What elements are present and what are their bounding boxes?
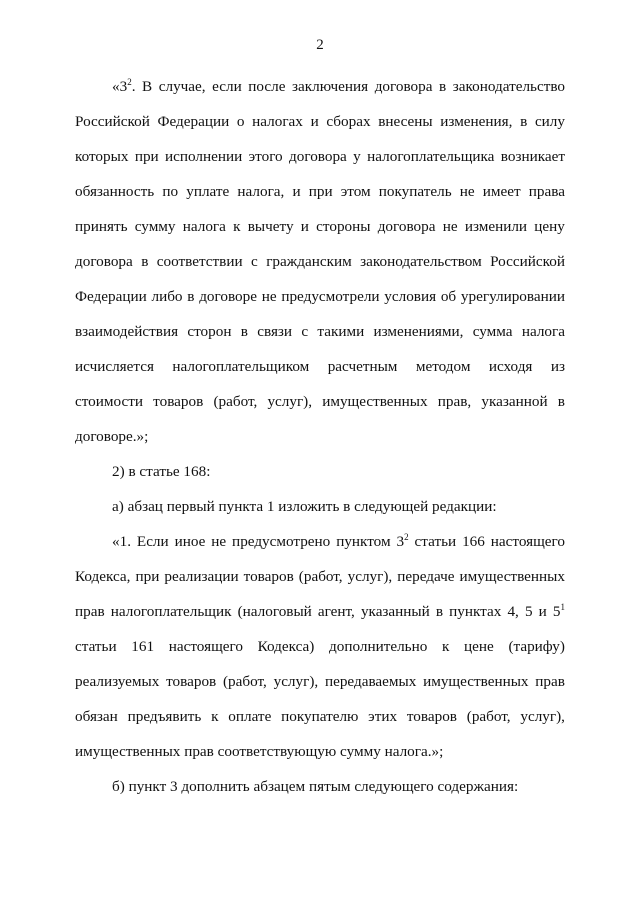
word: изменениями,	[373, 323, 464, 340]
superscript: 1	[560, 602, 565, 612]
word: не	[261, 288, 277, 305]
word: налога,	[237, 183, 285, 200]
word: либо	[151, 288, 183, 305]
word: с	[301, 323, 309, 340]
word: сторон	[187, 323, 232, 340]
word: из	[550, 358, 565, 375]
word: прав,	[437, 393, 472, 410]
word: об	[440, 288, 457, 305]
word: товаров	[243, 568, 294, 585]
word: не	[459, 183, 475, 200]
word: Российской	[75, 113, 150, 130]
word: Кодекса)	[257, 638, 315, 655]
word: договора	[289, 148, 347, 165]
word: этих	[368, 708, 398, 725]
word: реализуемых	[75, 673, 160, 690]
paragraph-2-line-6	[75, 708, 565, 726]
word: (работ,	[213, 393, 258, 410]
paragraph-1-line-5	[75, 218, 565, 236]
paragraph-2-line-1-text: «1. Если иное не предусмотрено пунктом $3^2$ статьи 166 настоящего	[112, 532, 565, 550]
word: законодательством	[360, 253, 482, 270]
word: стороны	[316, 218, 371, 235]
word: такими	[317, 323, 365, 340]
word: обязан	[75, 708, 118, 725]
word: услуг),	[347, 568, 393, 585]
word: передаче	[397, 568, 455, 585]
word: обязанность	[75, 183, 155, 200]
word: права	[528, 183, 565, 200]
paragraph-2-line-3-text: прав налогоплательщик (налоговый агент, указанный в пунктах 4, 5 и $5^1$	[75, 602, 565, 620]
word: к	[441, 638, 450, 655]
paragraph-1-line-10	[75, 393, 565, 411]
word: соответствии	[156, 253, 243, 270]
word: в	[187, 288, 195, 305]
word: налогоплательщика	[367, 148, 495, 165]
word: методом	[415, 358, 471, 375]
word: Российской	[490, 253, 565, 270]
word: товаров	[406, 708, 457, 725]
word: по	[162, 183, 179, 200]
word: внесены	[378, 113, 433, 130]
word: Кодекса,	[75, 568, 131, 585]
word: в	[557, 393, 565, 410]
word: услуг),	[273, 673, 319, 690]
word: возникает	[500, 148, 565, 165]
word: этом	[340, 183, 371, 200]
word: взаимодействия	[75, 323, 179, 340]
paragraph-2-line-5	[75, 673, 565, 691]
word: условия	[384, 288, 437, 305]
word: к	[211, 708, 219, 725]
word: и	[292, 183, 301, 200]
word: изменения,	[440, 113, 513, 130]
paragraph-2-line-4	[75, 638, 565, 656]
word: исполнении	[165, 148, 243, 165]
word: налога	[182, 218, 226, 235]
paragraph-1-line-11: договоре.»;	[75, 428, 149, 445]
word: к	[233, 218, 241, 235]
word: сумму	[134, 218, 176, 235]
word: имущественных	[423, 673, 529, 690]
word: расчетным	[327, 358, 398, 375]
word: уплате	[186, 183, 230, 200]
word: связи	[257, 323, 293, 340]
word: в	[240, 323, 248, 340]
word: (работ,	[298, 568, 343, 585]
paragraph-1-line-2	[75, 113, 565, 131]
word: и	[310, 113, 319, 130]
word: при	[134, 148, 159, 165]
word: цене	[464, 638, 494, 655]
word: статьи	[75, 638, 117, 655]
word: силу	[534, 113, 565, 130]
word: настоящего	[168, 638, 243, 655]
paragraph-1-line-8	[75, 323, 565, 341]
page-number: 2	[316, 37, 324, 53]
paragraph-1-line-6	[75, 253, 565, 271]
word: налога	[521, 323, 565, 340]
word: покупатель	[378, 183, 452, 200]
item-a: а) абзац первый пункта 1 изложить в следующей редакции:	[112, 498, 497, 515]
word: и	[300, 218, 309, 235]
word: 161	[131, 638, 155, 655]
paragraph-1-line-9	[75, 358, 565, 376]
word: Федерации	[157, 113, 230, 130]
word: при	[135, 568, 160, 585]
paragraph-1-line-3	[75, 148, 565, 166]
item-2: 2) в статье 168:	[112, 463, 211, 480]
word: договора	[75, 253, 133, 270]
paragraph-1-line-4	[75, 183, 565, 201]
word: услуг),	[520, 708, 565, 725]
word: имущественных	[459, 568, 565, 585]
word: дополнительно	[329, 638, 428, 655]
word: исчисляется	[75, 358, 154, 375]
word: договора	[377, 218, 436, 235]
word: прав	[535, 673, 565, 690]
paragraph-1-line-7	[75, 288, 565, 306]
word: договоре	[199, 288, 257, 305]
word: товаров	[153, 393, 204, 410]
word: имущественных	[322, 393, 428, 410]
superscript: 2	[404, 532, 409, 542]
paragraph-2-line-2	[75, 568, 565, 586]
paragraph-2-line-3	[75, 603, 565, 621]
word: с	[251, 253, 258, 270]
word: урегулировании	[460, 288, 565, 305]
paragraph-2-line-7: имущественных прав соответствующую сумму налога.»;	[75, 743, 444, 760]
paragraph-1-line-1	[112, 78, 565, 96]
word: изменили	[464, 218, 528, 235]
word: покупателю	[281, 708, 359, 725]
word: предъявить	[127, 708, 202, 725]
word: реализации	[164, 568, 239, 585]
word: гражданским	[266, 253, 352, 270]
word: товаров	[166, 673, 217, 690]
word: исходя	[488, 358, 533, 375]
word: цену	[534, 218, 565, 235]
item-b: б) пункт 3 дополнить абзацем пятым следующего содержания:	[112, 778, 519, 795]
word: имеет	[482, 183, 521, 200]
word: сумма	[472, 323, 513, 340]
word: этого	[248, 148, 283, 165]
word: (тарифу)	[508, 638, 565, 655]
word: принять	[75, 218, 128, 235]
word: о	[236, 113, 245, 130]
word: налогоплательщиком	[172, 358, 310, 375]
word: сборах	[326, 113, 371, 130]
paragraph-1-line-1-text: «$3^2$. В случае, если после заключения договора в законодательство	[112, 77, 565, 95]
word: Федерации	[75, 288, 147, 305]
word: (работ,	[466, 708, 511, 725]
word: в	[141, 253, 149, 270]
word: при	[308, 183, 333, 200]
paragraph-2-line-1	[112, 533, 565, 551]
word: не	[442, 218, 458, 235]
word: которых	[75, 148, 129, 165]
word: (работ,	[223, 673, 267, 690]
superscript: 2	[127, 77, 132, 87]
word: оплате	[228, 708, 272, 725]
word: передаваемых	[324, 673, 417, 690]
word: указанной	[481, 393, 548, 410]
word: услуг),	[267, 393, 313, 410]
word: налогах	[252, 113, 303, 130]
word: предусмотрели	[281, 288, 380, 305]
word: стоимости	[75, 393, 143, 410]
word: у	[353, 148, 361, 165]
word: вычету	[247, 218, 294, 235]
word: в	[520, 113, 528, 130]
